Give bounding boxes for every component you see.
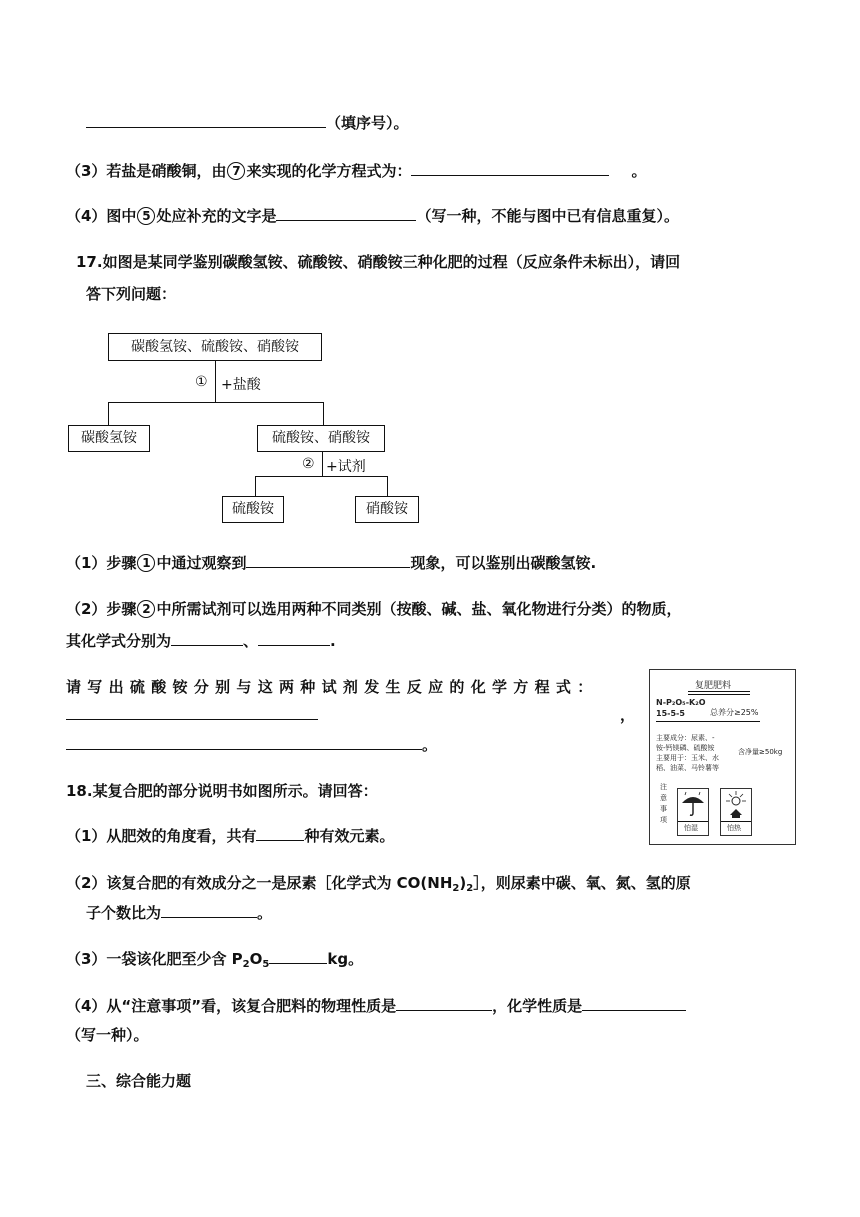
connector-line [108,402,324,403]
answer-blank[interactable] [256,825,304,841]
q17-stem-line1: 17.如图是某同学鉴别碳酸氢铵、硫酸铵、硝酸铵三种化肥的过程（反应条件未标出），请回 [76,253,681,271]
label-total-nutrient: 总养分≥25% [710,708,759,717]
label-ratio: 15-5-5 [656,709,685,718]
answer-blank[interactable] [66,734,422,750]
connector-line [322,452,323,476]
q18-part2: （2）该复合肥的有效成分之一是尿素［化学式为 $CO(NH_2)_2]$，则尿素中碳、氧、氮、氢的原 [66,874,691,894]
q17-equation-line2: ， [66,704,634,726]
q17-equation-line3: 。 [66,734,437,756]
q18-part4: （4）从“注意事项”看，该复合肥料的物理性质是 ，化学性质是 [66,995,686,1017]
step1-label: +盐酸 [221,377,261,393]
answer-blank[interactable] [411,160,609,176]
connector-line [255,476,388,477]
q18-stem: 18.某复合肥的部分说明书如图所示。请回答： [66,782,378,800]
circled-number: 1 [137,554,155,572]
q18-part2-line2: 子个数比为 。 [86,904,273,922]
sun-icon [721,789,751,821]
box-ammonium-sulfate: 硫酸铵 [222,496,284,523]
keep-cool-icon: 怕热 [720,788,752,836]
answer-blank[interactable] [86,112,326,128]
q17-equation-prompt: 请写出硫酸铵分别与这两种试剂发生反应的化学方程式： [66,678,599,696]
q16-part4: （4）图中 5 处应补充的文字是 （写一种，不能与图中已有信息重复）。 [66,207,679,225]
answer-blank[interactable] [582,995,686,1011]
label-title: 复肥肥料 [695,681,732,691]
label-net-weight: 含净量≥50kg [738,748,783,756]
step2-number: ② [302,456,315,472]
box-ammonium-nitrate: 硝酸铵 [355,496,419,523]
answer-blank[interactable] [171,630,243,646]
circled-number: 5 [137,207,155,225]
answer-blank[interactable] [269,948,327,964]
divider [688,694,750,695]
box-ammonium-bicarbonate: 碳酸氢铵 [68,425,150,452]
q17-part2-line2: 其化学式分别为 、 . [66,632,336,650]
circled-number: 2 [137,600,155,618]
q16-line1: （填序号）。 [86,112,409,134]
q17-part2: （2）步骤 2 中所需试剂可以选用两种不同类别（按酸、碱、盐、氧化物进行分类）的物质， [66,600,682,618]
answer-blank[interactable] [161,902,257,918]
box-sulfate-nitrate: 硫酸铵、硝酸铵 [257,425,385,452]
connector-line [323,402,324,425]
answer-blank[interactable] [258,630,330,646]
connector-line [108,402,109,425]
divider [656,721,760,722]
q18-part4-line2: （写一种）。 [66,1026,149,1044]
connector-line [255,476,256,496]
q18-part1: （1）从肥效的角度看，共有 种有效元素。 [66,827,395,845]
box-all-fertilizers: 碳酸氢铵、硫酸铵、硝酸铵 [108,333,322,361]
label-formula: N-P₂O₅-K₂O [656,698,706,707]
umbrella-icon [678,789,708,821]
answer-blank[interactable] [246,552,410,568]
fertilizer-label: 复肥肥料 N-P₂O₅-K₂O 15-5-5 总养分≥25% 主要成分：尿素、- 铵-钙镁磷、硫酸铵 含净量≥50kg 主要用于：玉米、水 稻、油菜、马铃薯等 注 意 事 项 怕湿 怕热 [649,669,796,845]
keep-dry-icon: 怕湿 [677,788,709,836]
q17-stem-line2: 答下列问题： [86,285,177,303]
divider [688,691,750,692]
answer-blank[interactable] [396,995,492,1011]
circled-number: 7 [227,162,245,180]
q17-part1: （1）步骤 1 中通过观察到 现象，可以鉴别出碳酸氢铵. [66,554,597,572]
q16-part3: （3）若盐是硝酸铜，由 7 来实现的化学方程式为： 。 [66,162,647,180]
connector-line [387,476,388,496]
answer-blank[interactable] [66,704,318,720]
step2-label: +试剂 [326,459,366,475]
step1-number: ① [195,374,208,390]
answer-blank[interactable] [276,205,416,221]
q18-part3: （3）一袋该化肥至少含 $P_2O_5$ kg。 [66,950,364,970]
connector-line [215,361,216,402]
section-heading: 三、综合能力题 [86,1072,192,1090]
